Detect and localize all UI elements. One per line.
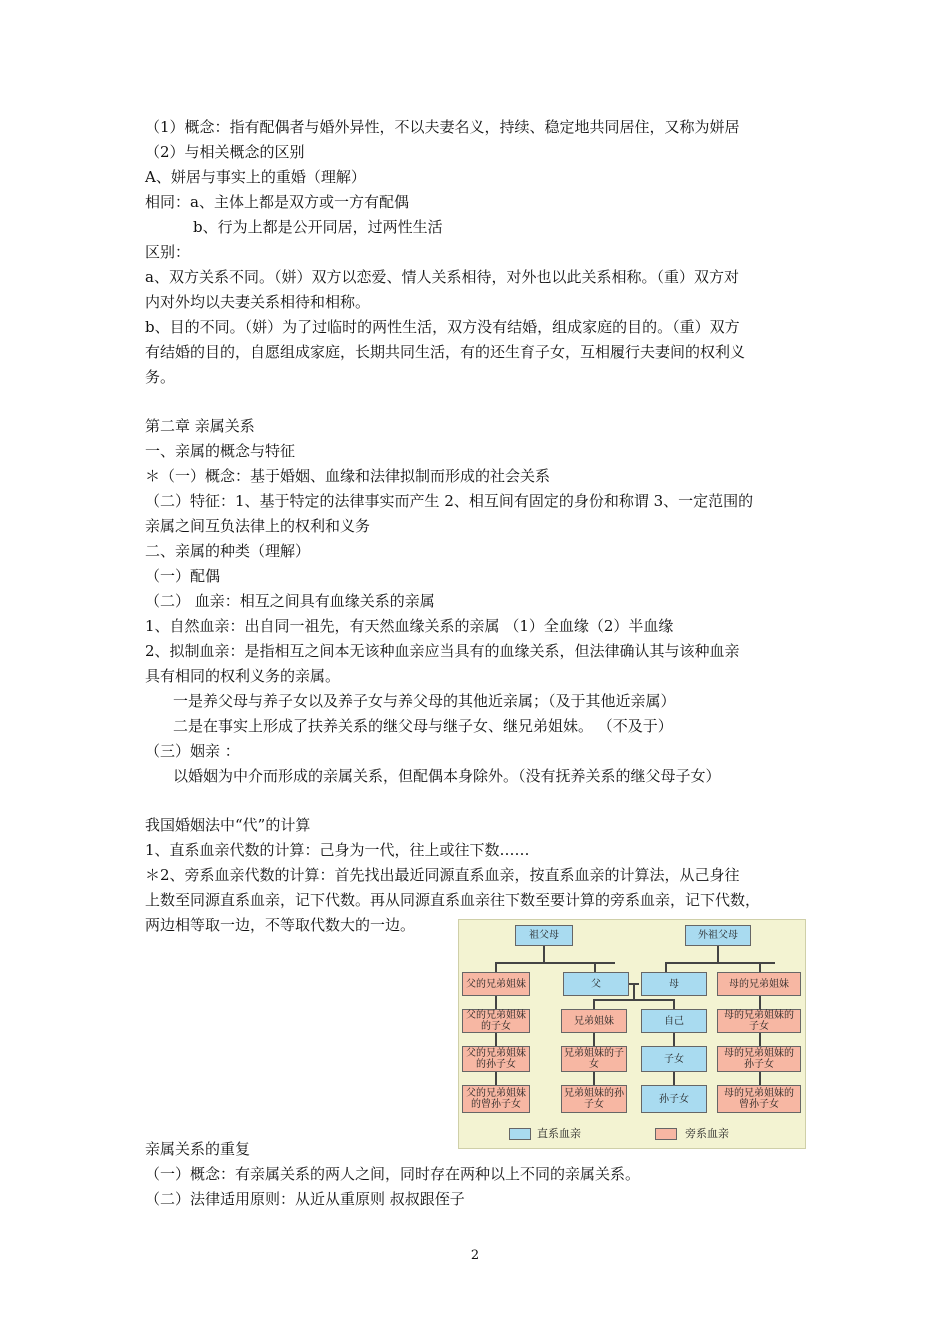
text-line: ＊（一）概念：基于婚姻、血缘和法律拟制而形成的社会关系	[145, 467, 551, 485]
text-line: （一）配偶	[145, 567, 221, 585]
node-father-siblings-grandchildren: 父的兄弟姐妹的孙子女	[462, 1046, 530, 1072]
legend-swatch-collateral	[655, 1128, 677, 1140]
node-grandchildren: 孙子女	[641, 1085, 707, 1113]
legend-label-collateral: 旁系血亲	[685, 1127, 729, 1140]
connector-line	[495, 962, 615, 964]
text-line: （二）特征：1、基于特定的法律事实而产生 2、相互间有固定的身份和称谓 3、一定范围的	[145, 492, 754, 510]
connector-line	[759, 962, 761, 972]
text-line: 1、直系血亲代数的计算：己身为一代，往上或往下数……	[145, 841, 530, 859]
chapter-heading: 第二章 亲属关系	[145, 417, 255, 435]
section-heading: 我国婚姻法中“代”的计算	[145, 816, 311, 834]
text-line: （二） 血亲：相互之间具有血缘关系的亲属	[145, 592, 435, 610]
text-line: （三）姻亲 ：	[145, 742, 240, 760]
connector-line	[593, 1071, 595, 1085]
text-line: 2、拟制血亲：是指相互之间本无该种血亲应当具有的血缘关系，但法律确认其与该种血亲	[145, 642, 740, 660]
section-heading: 亲属关系的重复	[145, 1140, 251, 1158]
text-line: 务。	[145, 368, 176, 386]
text-line: ＊2、旁系血亲代数的计算：首先找出最近同源直系血亲，按直系血亲的计算法，从己身往	[145, 866, 740, 884]
text-line: 内对外均以夫妻关系相待和相称。	[145, 293, 371, 311]
node-siblings: 兄弟姐妹	[561, 1009, 627, 1033]
text-line: b、目的不同。（姘）为了过临时的两性生活，双方没有结婚，组成家庭的目的。（重）双方	[145, 318, 740, 336]
node-siblings-children: 兄弟姐妹的子女	[561, 1046, 627, 1072]
text-line: （2）与相关概念的区别	[145, 143, 305, 161]
node-mother-siblings: 母的兄弟姐妹	[717, 972, 801, 996]
node-self: 自己	[641, 1009, 707, 1033]
text-line: 上数至同源直系血亲，记下代数。再从同源直系血亲往下数至要计算的旁系血亲，记下代数，	[145, 891, 761, 909]
text-line: 一是养父母与养子女以及养子女与养父母的其他近亲属；（及于其他近亲属）	[173, 692, 676, 710]
text-line: 两边相等取一边，不等取代数大的一边。	[145, 916, 416, 934]
kinship-diagram	[458, 919, 806, 1149]
node-children: 子女	[641, 1046, 707, 1072]
connector-line	[759, 995, 761, 1009]
node-father-siblings-great-grandchildren: 父的兄弟姐妹的曾孙子女	[462, 1085, 530, 1113]
text-line: 有结婚的目的，自愿组成家庭，长期共同生活，有的还生育子女，互相履行夫妻间的权利义	[145, 343, 746, 361]
node-grandparents: 祖父母	[515, 925, 573, 946]
node-mother-siblings-children: 母的兄弟姐妹的子女	[717, 1009, 801, 1033]
connector-line	[593, 1032, 595, 1046]
text-line: （一）概念：有亲属关系的两人之间，同时存在两种以上不同的亲属关系。	[145, 1165, 641, 1183]
connector-line	[593, 999, 595, 1009]
node-father-siblings-children: 父的兄弟姐妹的子女	[462, 1009, 530, 1033]
text-line: 二是在事实上形成了扶养关系的继父母与继子女、继兄弟姐妹。 （不及于）	[173, 717, 673, 735]
connector-line	[495, 1032, 497, 1046]
legend-label-direct: 直系血亲	[537, 1127, 581, 1140]
text-line: 亲属之间互负法律上的权利和义务	[145, 517, 371, 535]
text-line: （二）法律适用原则：从近从重原则 叔叔跟侄子	[145, 1190, 465, 1208]
connector-line	[673, 1071, 675, 1085]
text-line: b、行为上都是公开同居，过两性生活	[193, 218, 443, 236]
connector-line	[495, 995, 497, 1009]
node-mother-siblings-grandchildren: 母的兄弟姐妹的孙子女	[717, 1046, 801, 1072]
text-line: A、姘居与事实上的重婚（理解）	[145, 168, 366, 186]
connector-line	[759, 1071, 761, 1085]
text-line: 区别：	[145, 243, 191, 261]
section-heading: 二、亲属的种类（理解）	[145, 542, 311, 560]
node-mother-siblings-great-grandchildren: 母的兄弟姐妹的曾孙子女	[717, 1085, 801, 1113]
text-line: 相同：a、主体上都是双方或一方有配偶	[145, 193, 409, 211]
connector-line	[717, 945, 719, 963]
node-siblings-grandchildren: 兄弟姐妹的孙子女	[561, 1085, 627, 1113]
connector-line	[673, 1032, 675, 1046]
text-line: 1、自然血亲：出自同一祖先，有天然血缘关系的亲属 （1）全血缘（2）半血缘	[145, 617, 674, 635]
node-maternal-grandparents: 外祖父母	[685, 925, 751, 946]
node-father: 父	[563, 972, 629, 996]
connector-line	[759, 1032, 761, 1046]
connector-line	[665, 962, 667, 972]
connector-line	[495, 1071, 497, 1085]
text-line: 具有相同的权利义务的亲属。	[145, 667, 341, 685]
connector-line	[543, 945, 545, 963]
connector-line	[673, 999, 675, 1009]
node-father-siblings: 父的兄弟姐妹	[462, 972, 530, 996]
connector-line	[594, 962, 596, 972]
page-number: 2	[470, 1248, 480, 1263]
section-heading: 一、亲属的概念与特征	[145, 442, 296, 460]
node-mother: 母	[641, 972, 707, 996]
text-line: （1）概念：指有配偶者与婚外异性，不以夫妻名义，持续、稳定地共同居住，又称为姘居	[145, 118, 740, 136]
connector-line	[594, 999, 674, 1001]
text-line: a、双方关系不同。（姘）双方以恋爱、情人关系相待，对外也以此关系相称。（重）双方对	[145, 268, 739, 286]
connector-line	[495, 962, 497, 972]
text-line: 以婚姻为中介而形成的亲属关系，但配偶本身除外。（没有抚养关系的继父母子女）	[173, 767, 721, 785]
legend-swatch-direct	[509, 1128, 531, 1140]
